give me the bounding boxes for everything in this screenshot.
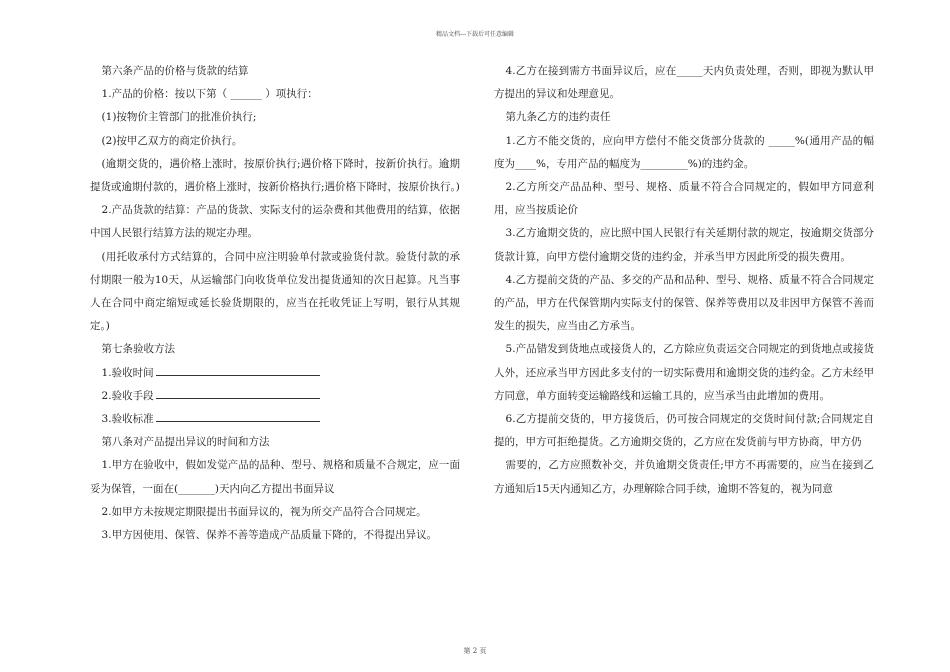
article-9-heading: 第九条乙方的违约责任 [505, 111, 611, 124]
liability-clause-3: 3.乙方逾期交货的，应比照中国人民银行有关延期付款的规定，按逾期交货部分货款计算，向甲方偿付逾期交货的违约金，并承当甲方因此所受的损失费用。 [494, 227, 874, 263]
article-7-heading: 第七条验收方法 [101, 343, 176, 356]
liability-clause-5: 5.产品错发到货地点或接货人的，乙方除应负责运交合同规定的到货地点或接货人外，还应承当甲方因此多支付的一切实际费用和逾期交货的违约金。乙方未经甲方同意，单方面转变运输路线和运输工具的，应当承当由此增加的费用。 [494, 343, 874, 402]
acceptance-time-label: 1.验收时间 [101, 366, 154, 379]
acceptance-standard-label: 3.验收标准 [101, 413, 154, 426]
acceptance-time [90, 362, 460, 385]
liability-clause-6-continued: 需要的，乙方应照数补交，并负逾期交货责任;甲方不再需要的，应当在接到乙方通知后15天内通知乙方，办理解除合同手续，逾期不答复的，视为同意 [494, 459, 874, 495]
objection-clause-3: 3.甲方因使用、保管、保养不善等造成产品质量下降的，不得提出异议。 [101, 529, 438, 542]
page-header: 精品文档---下载后可任意编辑 [435, 31, 515, 38]
liability-clause-2: 2.乙方所交产品品种、型号、规格、质量不符合合同规定的，假如甲方同意利用，应当按质论价 [494, 181, 874, 217]
page-number: 第 2 页 [463, 647, 487, 655]
liability-clause-1: 1.乙方不能交货的，应向甲方偿付不能交货部分货款的 _____%(通用产品的幅度为____%，专用产品的幅度为_________%)的违约金。 [494, 134, 874, 170]
price-option-1: (1)按物价主管部门的批准价执行; [101, 111, 257, 124]
right-column [494, 60, 874, 501]
liability-clause-4: 4.乙方提前交货的产品、多交的产品和品种、型号、规格、质量不符合合同规定的产品，甲方在代保管期内实际支付的保管、保养等费用以及非因甲方保管不善而发生的损失，应当由乙方承当。 [494, 273, 874, 333]
price-clause: 1.产品的价格：按以下第（ ______ ）项执行： [101, 88, 318, 101]
late-delivery-price-note: (逾期交货的，遇价格上涨时，按原价执行;遇价格下降时，按新价执行。逾期提货或逾期付款的，遇价格上涨时，按新价格执行;遇价格下降时，按原价执行。) [90, 157, 460, 194]
price-option-2: (2)按甲乙双方的商定价执行。 [101, 134, 243, 147]
liability-clause-6: 6.乙方提前交货的，甲方接货后，仍可按合同规定的交货时间付款;合同规定自提的，甲方可拒绝提货。乙方逾期交货的，乙方应在发货前与甲方协商，甲方仍 [494, 413, 874, 449]
article-8-heading: 第八条对产品提出异议的时间和方法 [101, 436, 270, 449]
acceptance-means-label: 2.验收手段 [101, 389, 154, 402]
acceptance-standard-blank [156, 411, 320, 422]
acceptance-standard [90, 408, 460, 431]
settlement-clause: 2.产品货款的结算：产品的货款、实际支付的运杂费和其他费用的结算，依据中国人民银行结算方法的规定办理。 [90, 204, 460, 240]
acceptance-means [90, 385, 460, 408]
objection-clause-1: 1.甲方在验收中，假如发觉产品的品种、型号、规格和质量不合规定，应一面妥为保管，一面在(_______)天内向乙方提出书面异议 [90, 459, 460, 495]
article-6-heading: 第六条产品的价格与货款的结算 [101, 65, 249, 77]
collection-note: (用托收承付方式结算的，合同中应注明验单付款或验货付款。验货付款的承付期限一般为10天，从运输部门向收货单位发出提货通知的次日起算。凡当事人在合同中商定缩短或延长验货期限的，应当在托收凭证上写明，银行从其规定。) [90, 250, 460, 333]
objection-clause-4: 4.乙方在接到需方书面异议后，应在_____天内负责处理，否则，即视为默认甲方提出的异议和处理意见。 [494, 65, 874, 101]
acceptance-time-blank [156, 365, 320, 376]
objection-clause-2: 2.如甲方未按规定期限提出书面异议的，视为所交产品符合合同规定。 [101, 505, 427, 518]
acceptance-means-blank [156, 388, 320, 399]
left-column [90, 60, 460, 547]
